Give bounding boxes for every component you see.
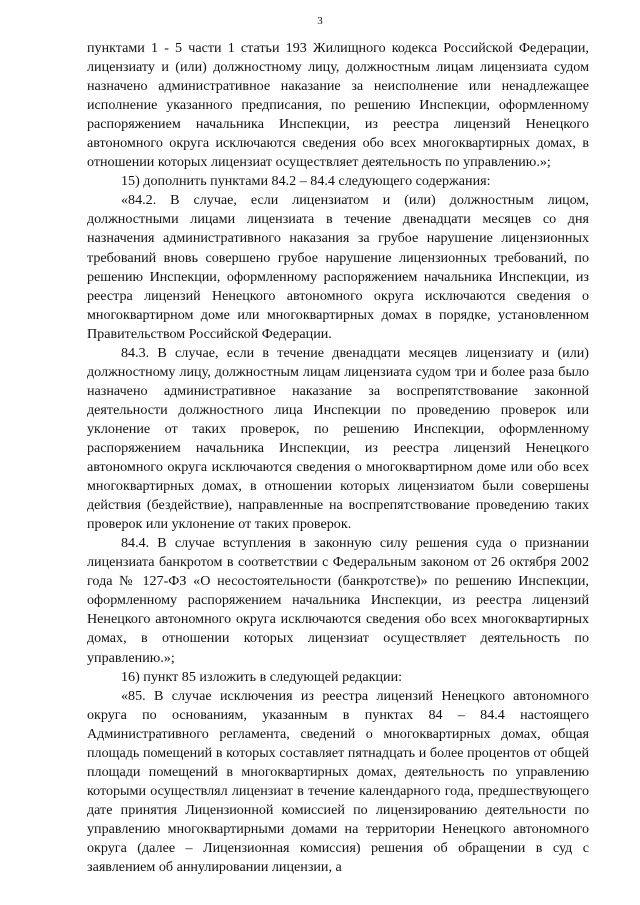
paragraph-84-4: 84.4. В случае вступления в законную силу решения суда о признании лицензиата банкротом в соответствии с Федеральным законом от 26 октября 2002 года № 127-ФЗ «О несостоятельности (банкротстве)» по решению Инспекции, оформленному распоряжением начальника Инспекции, из реестра лицензий Ненецкого автономного округа исключаются сведения обо всех многоквартирных домах, в отношении которых лицензиат осуществляет деятельность по управлению.»; (87, 535, 589, 666)
paragraph-item-16: 16) пункт 85 изложить в следующей редакции: (121, 668, 403, 685)
page-number: 3 (317, 15, 323, 27)
paragraph-84-2: «84.2. В случае, если лицензиатом и (или) должностным лицом, должностными лицами лицензиата в течение двенадцати месяцев со дня назначения административного наказания за грубое нарушение лицензионных требований вновь совершено грубое нарушение лицензионных требований, по решению Инспекции, оформленному распоряжением начальника Инспекции, из реестра лицензий Ненецкого автономного округа исключаются сведения о многоквартирном доме или многоквартирных домах в порядке, установленном Правительством Российской Федерации. (87, 192, 589, 342)
paragraph-continuation: пунктами 1 - 5 части 1 статьи 193 Жилищного кодекса Российской Федерации, лицензиату и (или) должностному лицу, должностным лицам лицензиата судом назначено административное наказание за неисполнение или ненадлежащее исполнение указанного предписания, по решению Инспекции, оформленному распоряжением начальника Инспекции, из реестра лицензий Ненецкого автономного округа исключаются сведения обо всех многоквартирных домах, в отношении которых лицензиат осуществляет деятельность по управлению.»; (87, 40, 589, 171)
paragraph-85: «85. В случае исключения из реестра лицензий Ненецкого автономного округа по основаниям, указанным в пунктах 84 – 84.4 настоящего Административного регламента, сведений о многоквартирных домах, общая площадь помещений в которых составляет пятнадцать и более процентов от общей площади помещений в многоквартирных домах, деятельность по управлению которыми осуществлял лицензиат в течение календарного года, предшествующего дате принятия Лицензионной комиссией по лицензированию деятельности по управлению многоквартирными домами на территории Ненецкого автономного округа (далее – Лицензионная комиссия) решения об обращении в суд с заявлением об аннулировании лицензии, а (87, 687, 589, 876)
paragraph-84-3: 84.3. В случае, если в течение двенадцати месяцев лицензиату и (или) должностному лицу, должностным лицам лицензиата судом три и более раза было назначено административное наказание за воспрепятствование законной деятельности должностного лица Инспекции по проведению проверок или уклонение от таких проверок, по решению Инспекции, оформленному распоряжением начальника Инспекции, из реестра лицензий Ненецкого автономного округа исключаются сведения о многоквартирном доме или обо всех многоквартирных домах, в отношении которых лицензиатом были совершены действия (бездействие), направленные на воспрепятствование проведению таких проверок или уклонение от таких проверок. (87, 344, 589, 533)
paragraph-item-15: 15) дополнить пунктами 84.2 – 84.4 следующего содержания: (121, 173, 491, 190)
document-body (87, 39, 589, 877)
